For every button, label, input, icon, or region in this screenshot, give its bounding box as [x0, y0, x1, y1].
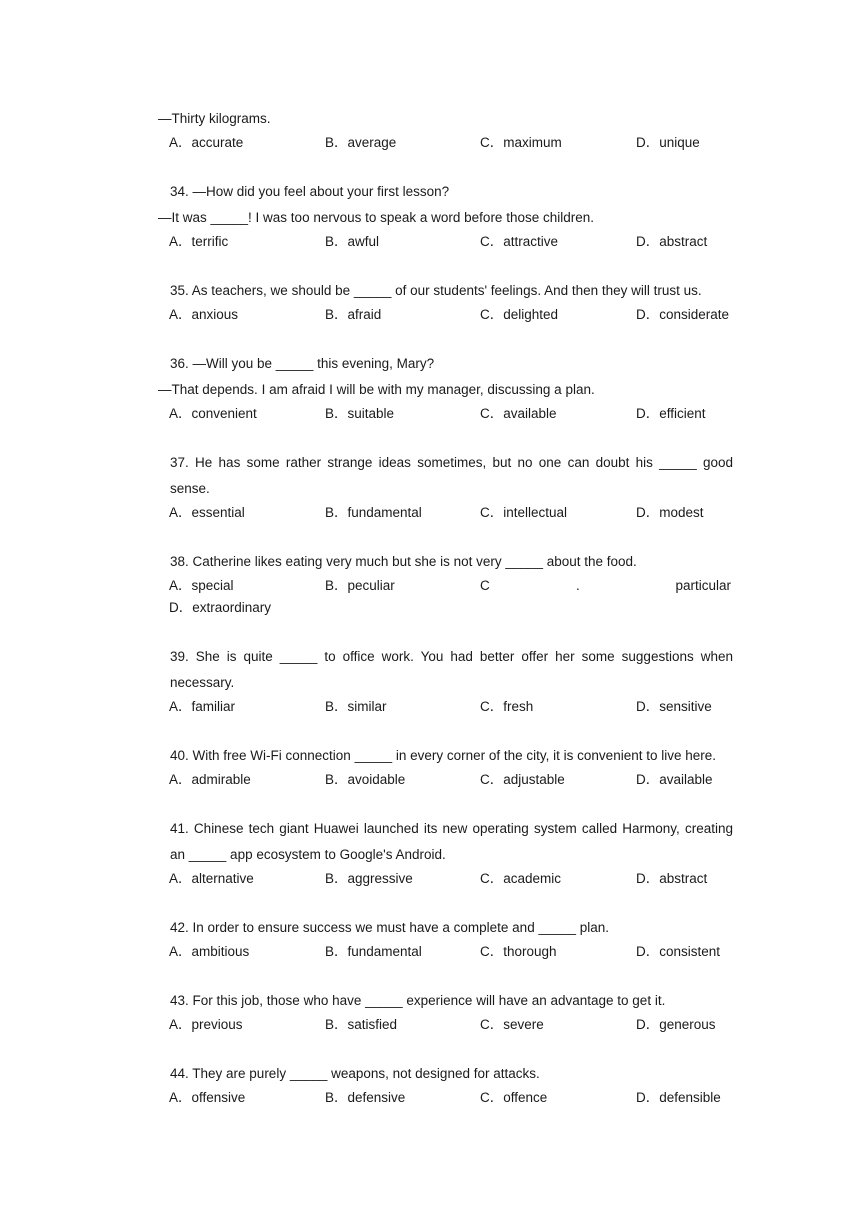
options-row [158, 941, 733, 963]
option-b[interactable]: B．defensive [325, 1090, 406, 1105]
options-row [158, 769, 733, 791]
option-a[interactable]: A．anxious [169, 307, 239, 322]
question-stem: 42. In order to ensure success we must have a complete and _____ plan. [170, 920, 610, 935]
answer-line: —It was _____! I was too nervous to speak a word before those children. [158, 210, 594, 225]
question-43 [158, 988, 733, 1036]
question-stem: 43. For this job, those who have _____ experience will have an advantage to get it. [170, 993, 666, 1008]
option-b[interactable]: B．aggressive [325, 871, 413, 886]
question-42 [158, 915, 733, 963]
question-40 [158, 743, 733, 791]
option-b[interactable]: B．similar [325, 699, 387, 714]
option-a[interactable]: A．previous [169, 1017, 243, 1032]
option-a[interactable]: A．convenient [169, 406, 257, 421]
question-stem: 37. He has some rather strange ideas sometimes, but no one can doubt his _____ good sense. [170, 455, 733, 496]
option-c[interactable]: C．attractive [480, 234, 559, 249]
option-c[interactable]: C．severe [480, 1017, 544, 1032]
options-row [158, 1014, 733, 1036]
option-c[interactable]: C．delighted [480, 307, 559, 322]
option-d[interactable]: D．modest [636, 505, 704, 520]
option-d[interactable]: D．extraordinary [169, 600, 272, 615]
option-d[interactable]: D．defensible [636, 1090, 721, 1105]
option-d[interactable]: D．abstract [636, 234, 708, 249]
question-stem: 35. As teachers, we should be _____ of our students' feelings. And then they will trust us. [170, 283, 702, 298]
option-a[interactable]: A．essential [169, 505, 245, 520]
option-d[interactable]: D．efficient [636, 406, 706, 421]
question-36 [158, 351, 733, 425]
option-c[interactable]: C．offence [480, 1090, 548, 1105]
question-stem: 34. —How did you feel about your first lesson? [170, 184, 450, 199]
option-b[interactable]: B．awful [325, 234, 380, 249]
question-stem: 38. Catherine likes eating very much but she is not very _____ about the food. [170, 554, 637, 569]
option-d[interactable]: D．generous [636, 1017, 716, 1032]
options-row [158, 696, 733, 718]
option-a[interactable]: A．accurate [169, 135, 244, 150]
option-a[interactable]: A．special [169, 578, 234, 593]
question-37 [158, 450, 733, 524]
option-c[interactable]: C．fresh [480, 699, 534, 714]
option-b[interactable]: B．fundamental [325, 505, 422, 520]
options-row [158, 403, 733, 425]
option-a[interactable]: A．offensive [169, 1090, 246, 1105]
options-row [158, 575, 733, 597]
question-stem: 36. —Will you be _____ this evening, Mary? [170, 356, 435, 371]
option-c[interactable]: C．academic [480, 871, 562, 886]
option-c[interactable]: C．intellectual [480, 505, 568, 520]
option-b[interactable]: B．avoidable [325, 772, 406, 787]
option-d[interactable]: D．abstract [636, 871, 708, 886]
question-38 [158, 549, 733, 619]
question-39 [158, 644, 733, 718]
option-b[interactable]: B．satisfied [325, 1017, 398, 1032]
option-c-text[interactable]: particular [675, 578, 731, 593]
option-d[interactable]: D．considerate [636, 307, 730, 322]
answer-line: —That depends. I am afraid I will be with my manager, discussing a plan. [158, 382, 595, 397]
option-b[interactable]: B．suitable [325, 406, 395, 421]
option-c[interactable]: C．maximum [480, 135, 562, 150]
question-stem: 39. She is quite _____ to office work. You had better offer her some suggestions when necessary. [170, 649, 733, 690]
option-b[interactable]: B．fundamental [325, 944, 422, 959]
option-a[interactable]: A．admirable [169, 772, 251, 787]
option-d[interactable]: D．unique [636, 135, 700, 150]
question-34 [158, 179, 733, 253]
option-c[interactable]: C．available [480, 406, 557, 421]
options-row [158, 868, 733, 890]
question-41 [158, 816, 733, 890]
option-c[interactable]: C．adjustable [480, 772, 565, 787]
option-a[interactable]: A．alternative [169, 871, 254, 886]
question-stem: 41. Chinese tech giant Huawei launched its new operating system called Harmony, creating an _____ app ecosystem to Google's Android. [170, 821, 733, 862]
option-a[interactable]: A．familiar [169, 699, 236, 714]
option-a[interactable]: A．terrific [169, 234, 229, 249]
question-44 [158, 1061, 733, 1109]
option-d[interactable]: D．sensitive [636, 699, 712, 714]
option-b[interactable]: B．afraid [325, 307, 382, 322]
options-row [158, 231, 733, 253]
options-row [158, 132, 733, 154]
options-row [158, 1087, 733, 1109]
options-row [158, 304, 733, 326]
question-35 [158, 278, 733, 326]
option-d[interactable]: D．available [636, 772, 713, 787]
exam-page [158, 106, 733, 1109]
answer-line: —Thirty kilograms. [158, 111, 271, 126]
question-33 [158, 106, 733, 154]
option-b[interactable]: B．average [325, 135, 397, 150]
option-c-dot: . [576, 578, 580, 593]
option-c-letter[interactable]: C [480, 578, 490, 593]
option-a[interactable]: A．ambitious [169, 944, 250, 959]
option-c[interactable]: C．thorough [480, 944, 557, 959]
option-b[interactable]: B．peculiar [325, 578, 395, 593]
question-stem: 40. With free Wi-Fi connection _____ in every corner of the city, it is convenient to live here. [170, 748, 717, 763]
question-stem: 44. They are purely _____ weapons, not designed for attacks. [170, 1066, 540, 1081]
options-row [158, 502, 733, 524]
option-d[interactable]: D．consistent [636, 944, 721, 959]
